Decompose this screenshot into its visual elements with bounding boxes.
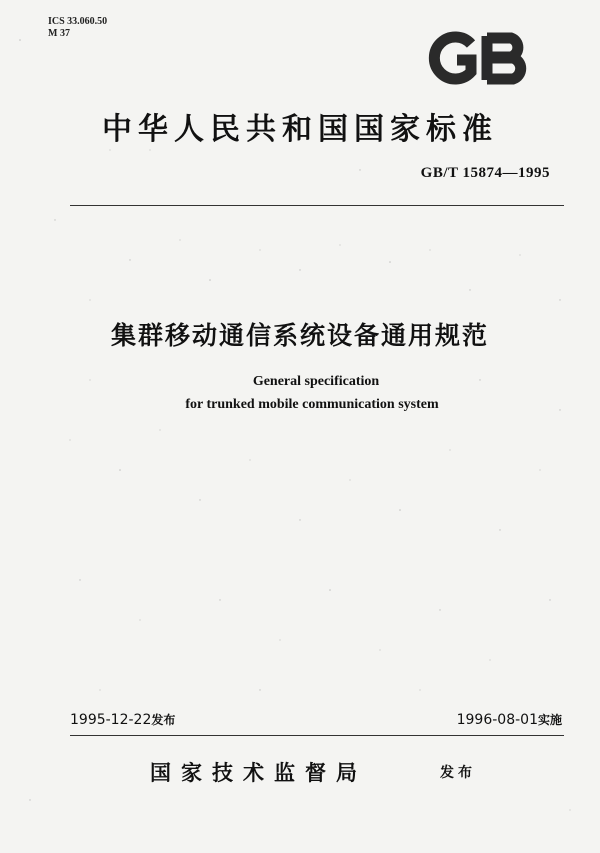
top-divider [70, 205, 564, 206]
gb-logo [425, 30, 535, 86]
implementation-date: 1996-08-01 [456, 712, 538, 728]
bottom-divider [70, 735, 564, 736]
implementation-date-block [457, 711, 562, 728]
issue-date-block [70, 711, 175, 728]
title-chinese: 集群移动通信系统设备通用规范 [110, 321, 489, 350]
issuer-suffix: 发布 [440, 765, 476, 781]
title-english-line2: for trunked mobile communication system [185, 397, 439, 412]
implementation-label: 实施 [537, 713, 562, 727]
issue-label: 发布 [151, 713, 176, 727]
classification-code: M 37 [48, 28, 70, 39]
issue-date: 1995-12-22 [70, 712, 152, 728]
ics-code: ICS 33.060.50 [48, 16, 108, 27]
standard-number: GB/T 15874—1995 [420, 165, 550, 181]
issuing-authority: 国家技术监督局 [150, 761, 367, 785]
title-english-line1: General specification [252, 374, 380, 389]
national-standard-heading: 中华人民共和国国家标准 [102, 112, 498, 147]
document-meta [48, 16, 107, 40]
